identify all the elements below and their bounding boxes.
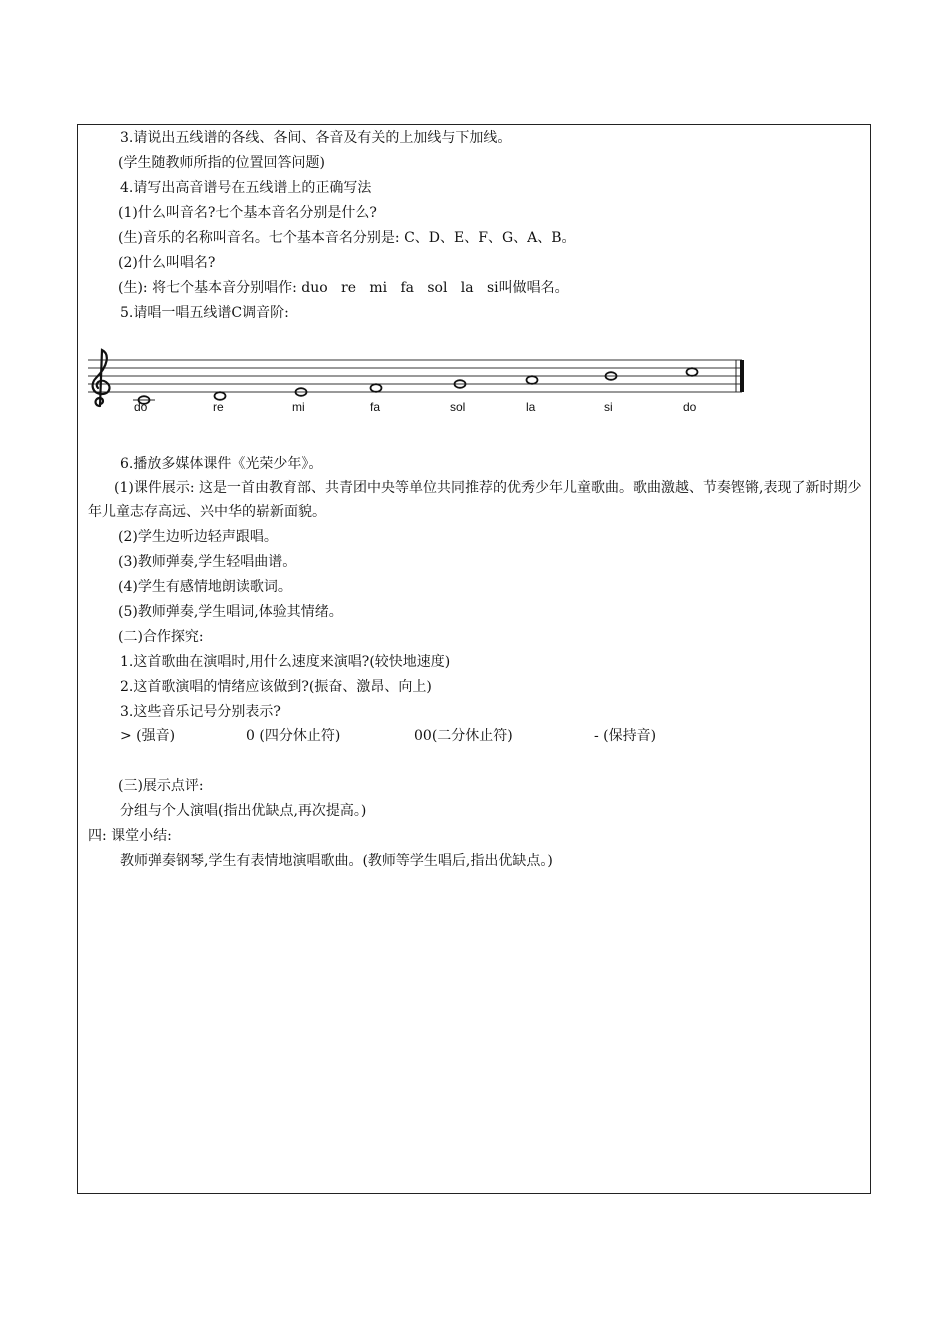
- question-6-2: (2)学生边听边轻声跟唱。: [118, 529, 278, 545]
- solfege-label: si: [604, 400, 613, 414]
- class-summary-detail: 教师弹奏钢琴,学生有表情地演唱歌曲。(教师等学生唱后,指出优缺点。): [120, 853, 553, 869]
- solfege-label: re: [213, 400, 224, 414]
- whole-note: [371, 384, 382, 392]
- question-6-4: (4)学生有感情地朗读歌词。: [118, 579, 292, 595]
- solfege-label: mi: [292, 400, 305, 414]
- c-major-scale-staff: [88, 344, 758, 424]
- symbol-half-rest: 00(二分休止符): [414, 728, 513, 744]
- solfege-label: do: [683, 400, 697, 414]
- solfege-label: fa: [370, 400, 381, 414]
- inquiry-question-1: 1.这首歌曲在演唱时,用什么速度来演唱?(较快地速度): [120, 654, 451, 670]
- symbol-quarter-rest: 0 (四分休止符): [246, 728, 341, 744]
- question-4-2: (2)什么叫唱名?: [118, 255, 216, 271]
- question-4-1: (1)什么叫音名?七个基本音名分别是什么?: [118, 205, 377, 221]
- question-6: 6.播放多媒体课件《光荣少年》。: [120, 456, 323, 472]
- symbol-sustain: - (保持音): [594, 728, 657, 744]
- solfege-label: sol: [450, 400, 466, 414]
- section-display-review: (三)展示点评:: [118, 778, 204, 794]
- question-5: 5.请唱一唱五线谱C调音阶:: [120, 305, 289, 321]
- whole-note: [215, 392, 226, 400]
- question-4: 4.请写出高音谱号在五线谱上的正确写法: [120, 180, 372, 196]
- question-3: 3.请说出五线谱的各线、各间、各音及有关的上加线与下加线。: [120, 130, 512, 146]
- question-6-3: (3)教师弹奏,学生轻唱曲谱。: [118, 554, 297, 570]
- question-3-note: (学生随教师所指的位置回答问题): [118, 155, 325, 171]
- treble-clef-icon: [93, 350, 110, 406]
- whole-note: [687, 368, 698, 376]
- symbol-accent: > (强音): [120, 728, 176, 744]
- question-4-1-answer: (生)音乐的名称叫音名。七个基本音名分别是: C、D、E、F、G、A、B。: [118, 230, 576, 246]
- whole-note: [527, 376, 538, 384]
- scale-notes: [133, 368, 698, 404]
- inquiry-question-3: 3.这些音乐记号分别表示?: [120, 704, 281, 720]
- question-6-5: (5)教师弹奏,学生唱词,体验其情绪。: [118, 604, 343, 620]
- question-4-2-answer: (生): 将七个基本音分别唱作: duo re mi fa sol la si叫做唱名。: [118, 280, 569, 296]
- solfege-label: do: [134, 400, 148, 414]
- display-review-detail: 分组与个人演唱(指出优缺点,再次提高。): [120, 803, 367, 819]
- section-cooperative-inquiry: (二)合作探究:: [118, 629, 204, 645]
- question-6-1: (1)课件展示: 这是一首由教育部、共青团中央等单位共同推荐的优秀少年儿童歌曲。歌曲激越、节奏铿锵,表现了新时期少年儿童志存高远、兴中华的崭新面貌。: [88, 480, 862, 520]
- section-class-summary: 四: 课堂小结:: [88, 828, 172, 844]
- inquiry-question-2: 2.这首歌演唱的情绪应该做到?(振奋、激昂、向上): [120, 679, 432, 695]
- solfege-label: la: [526, 400, 536, 414]
